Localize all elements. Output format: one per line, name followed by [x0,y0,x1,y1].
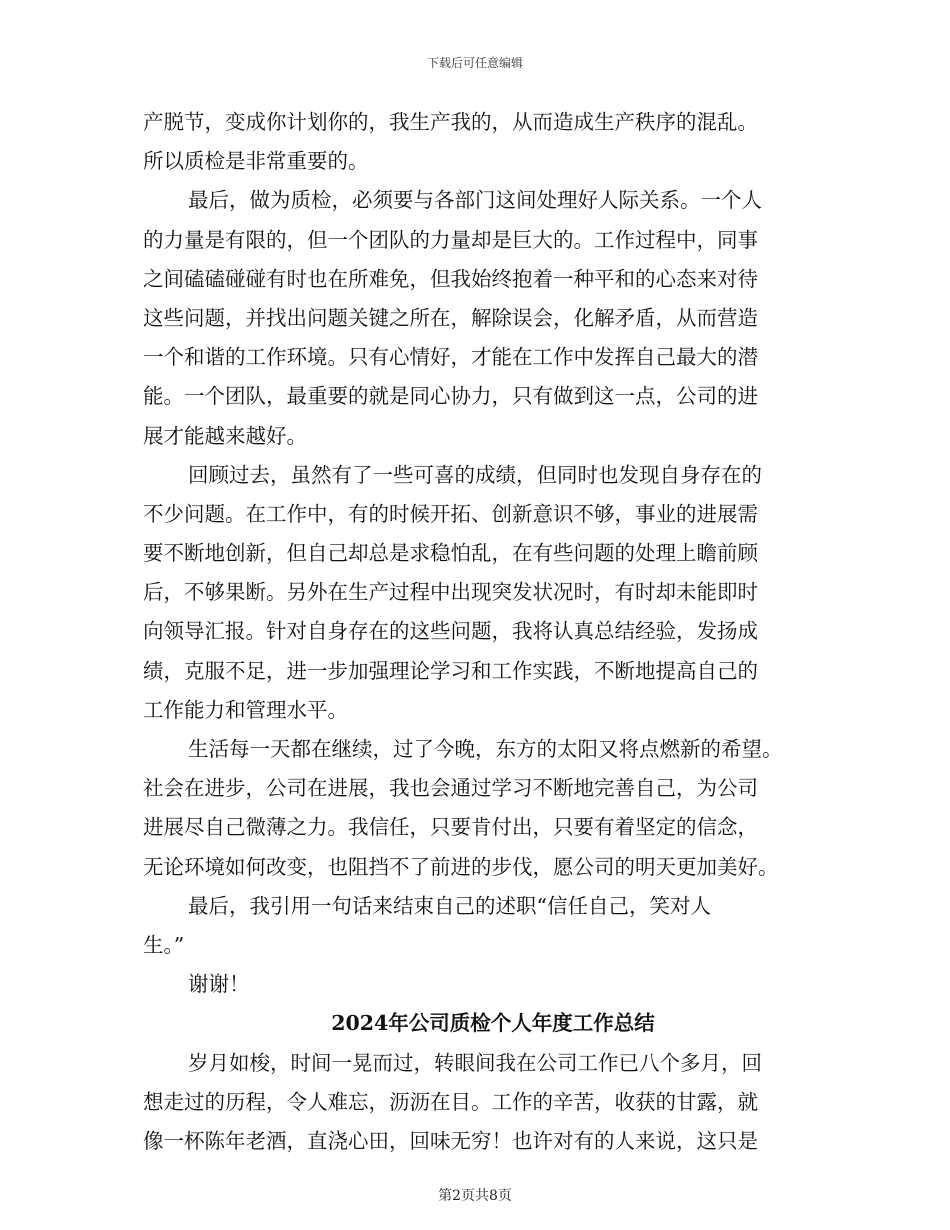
thanks-line: 谢谢！ [188,972,250,997]
body-line: 向领导汇报。针对自身存在的这些问题，我将认真总结经验，发扬成 [143,619,758,644]
body-line: 要不断地创新，但自己却总是求稳怕乱，在有些问题的处理上瞻前顾 [143,541,758,566]
body-line: 绩，克服不足，进一步加强理论学习和工作实践，不断地提高自己的 [143,658,758,683]
paragraph-start-line: 岁月如梭，时间一晃而过，转眼间我在公司工作已八个多月，回 [188,1050,762,1075]
body-line: 不少问题。在工作中，有的时候开拓、创新意识不够，事业的进展需 [143,501,758,526]
body-line: 想走过的历程，令人难忘，沥沥在目。工作的辛苦，收获的甘露，就 [143,1089,758,1114]
body-line: 这些问题，并找出问题关键之所在，解除误会，化解矛盾，从而营造 [143,305,758,330]
page-footer: 第2页共8页 [438,1188,512,1204]
body-line: 产脱节，变成你计划你的，我生产我的，从而造成生产秩序的混乱。 [143,110,758,134]
body-line: 工作能力和管理水平。 [143,697,348,722]
body-line: 所以质检是非常重要的。 [143,149,369,174]
body-line: 的力量是有限的，但一个团队的力量却是巨大的。工作过程中，同事 [143,227,758,252]
body-line: 生。” [143,932,185,957]
body-line: 进展尽自己微薄之力。我信任，只要肯付出，只要有着坚定的信念， [143,815,758,840]
page-header: 下载后可任意编辑 [426,56,523,70]
paragraph-start-line: 生活每一天都在继续，过了今晚，东方的太阳又将点燃新的希望。 [188,737,783,761]
body-line: 一个和谐的工作环境。只有心情好，才能在工作中发挥自己最大的潜 [143,345,758,370]
body-line: 展才能越来越好。 [143,423,307,448]
section-title: 2024年公司质检个人年度工作总结 [331,1011,655,1036]
body-line: 之间磕磕碰碰有时也在所难免，但我始终抱着一种平和的心态来对待 [143,266,758,291]
body-line: 能。一个团队，最重要的就是同心协力，只有做到这一点，公司的进 [143,384,758,409]
paragraph-start-line: 最后，做为质检，必须要与各部门这间处理好人际关系。一个人 [188,188,762,213]
paragraph-start-line: 最后，我引用一句话来结束自己的述职“信任自己，笑对人 [188,893,711,918]
body-line: 像一杯陈年老酒，直浇心田，回味无穷！也许对有的人来说，这只是 [143,1128,758,1153]
body-line: 社会在进步，公司在进展，我也会通过学习不断地完善自己，为公司 [143,776,758,801]
body-line: 无论环境如何改变，也阻挡不了前进的步伐，愿公司的明天更加美好。 [143,854,779,879]
paragraph-start-line: 回顾过去，虽然有了一些可喜的成绩，但同时也发现自身存在的 [188,462,762,487]
document-body [143,103,813,1161]
body-line: 后，不够果断。另外在生产过程中出现突发状况时，有时却未能即时 [143,580,758,605]
